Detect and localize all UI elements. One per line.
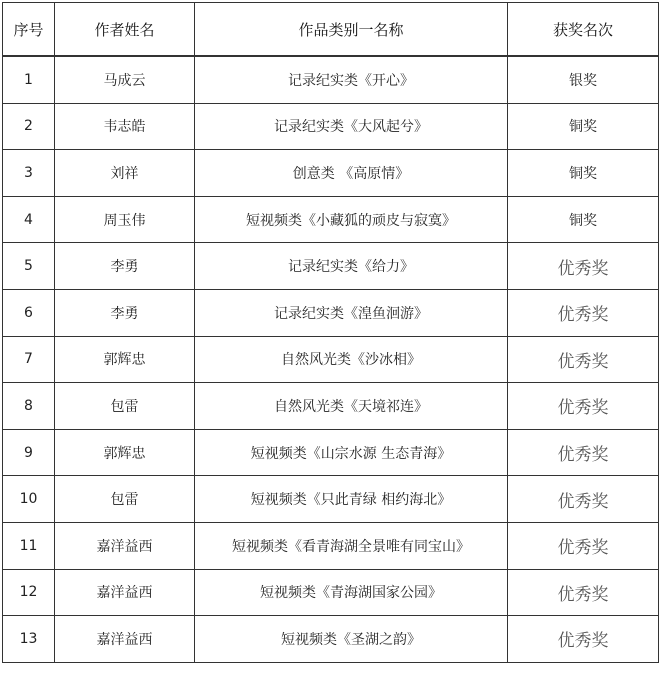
cell-index: 7 bbox=[3, 336, 55, 383]
table-row bbox=[3, 103, 659, 150]
cell-index: 12 bbox=[3, 569, 55, 616]
cell-work: 自然风光类《沙冰相》 bbox=[195, 336, 508, 383]
table-row bbox=[3, 429, 659, 476]
cell-index: 4 bbox=[3, 196, 55, 243]
cell-award: 铜奖 bbox=[508, 103, 659, 150]
cell-author: 周玉伟 bbox=[55, 196, 195, 243]
cell-award: 铜奖 bbox=[508, 196, 659, 243]
cell-award: 优秀奖 bbox=[508, 383, 659, 430]
table-row bbox=[3, 616, 659, 663]
cell-work: 记录纪实类《湟鱼洄游》 bbox=[195, 289, 508, 336]
header-award: 获奖名次 bbox=[508, 3, 659, 57]
table-row bbox=[3, 289, 659, 336]
awards-table bbox=[2, 2, 659, 663]
cell-index: 6 bbox=[3, 289, 55, 336]
cell-work: 短视频类《只此青绿 相约海北》 bbox=[195, 476, 508, 523]
cell-award: 优秀奖 bbox=[508, 243, 659, 290]
table-row bbox=[3, 196, 659, 243]
cell-index: 8 bbox=[3, 383, 55, 430]
header-row bbox=[3, 3, 659, 57]
cell-author: 嘉洋益西 bbox=[55, 569, 195, 616]
cell-work: 短视频类《山宗水源 生态青海》 bbox=[195, 429, 508, 476]
cell-work: 记录纪实类《开心》 bbox=[195, 56, 508, 103]
cell-work: 创意类 《高原情》 bbox=[195, 150, 508, 197]
cell-author: 郭辉忠 bbox=[55, 336, 195, 383]
table-row bbox=[3, 569, 659, 616]
cell-award: 优秀奖 bbox=[508, 616, 659, 663]
cell-award: 优秀奖 bbox=[508, 336, 659, 383]
cell-work: 短视频类《小藏狐的顽皮与寂寞》 bbox=[195, 196, 508, 243]
cell-index: 9 bbox=[3, 429, 55, 476]
cell-award: 优秀奖 bbox=[508, 522, 659, 569]
cell-author: 嘉洋益西 bbox=[55, 616, 195, 663]
header-author: 作者姓名 bbox=[55, 3, 195, 57]
header-index: 序号 bbox=[3, 3, 55, 57]
cell-index: 11 bbox=[3, 522, 55, 569]
cell-work: 自然风光类《天境祁连》 bbox=[195, 383, 508, 430]
cell-award: 优秀奖 bbox=[508, 289, 659, 336]
cell-author: 郭辉忠 bbox=[55, 429, 195, 476]
table-row bbox=[3, 336, 659, 383]
table-header bbox=[3, 3, 659, 57]
cell-work: 短视频类《圣湖之韵》 bbox=[195, 616, 508, 663]
table-body bbox=[3, 56, 659, 662]
cell-author: 刘祥 bbox=[55, 150, 195, 197]
table-row bbox=[3, 522, 659, 569]
cell-award: 优秀奖 bbox=[508, 569, 659, 616]
cell-work: 记录纪实类《大风起兮》 bbox=[195, 103, 508, 150]
cell-work: 记录纪实类《给力》 bbox=[195, 243, 508, 290]
cell-author: 包雷 bbox=[55, 383, 195, 430]
cell-author: 韦志皓 bbox=[55, 103, 195, 150]
cell-index: 13 bbox=[3, 616, 55, 663]
table-row bbox=[3, 243, 659, 290]
cell-index: 5 bbox=[3, 243, 55, 290]
cell-index: 3 bbox=[3, 150, 55, 197]
cell-index: 2 bbox=[3, 103, 55, 150]
cell-award: 铜奖 bbox=[508, 150, 659, 197]
cell-work: 短视频类《青海湖国家公园》 bbox=[195, 569, 508, 616]
cell-author: 李勇 bbox=[55, 289, 195, 336]
cell-author: 李勇 bbox=[55, 243, 195, 290]
cell-author: 马成云 bbox=[55, 56, 195, 103]
cell-award: 银奖 bbox=[508, 56, 659, 103]
table-row bbox=[3, 476, 659, 523]
table-row bbox=[3, 150, 659, 197]
cell-index: 10 bbox=[3, 476, 55, 523]
cell-author: 包雷 bbox=[55, 476, 195, 523]
table-row bbox=[3, 383, 659, 430]
cell-author: 嘉洋益西 bbox=[55, 522, 195, 569]
cell-award: 优秀奖 bbox=[508, 429, 659, 476]
cell-work: 短视频类《看青海湖全景唯有同宝山》 bbox=[195, 522, 508, 569]
cell-index: 1 bbox=[3, 56, 55, 103]
table-row bbox=[3, 56, 659, 103]
cell-award: 优秀奖 bbox=[508, 476, 659, 523]
header-work: 作品类别一名称 bbox=[195, 3, 508, 57]
